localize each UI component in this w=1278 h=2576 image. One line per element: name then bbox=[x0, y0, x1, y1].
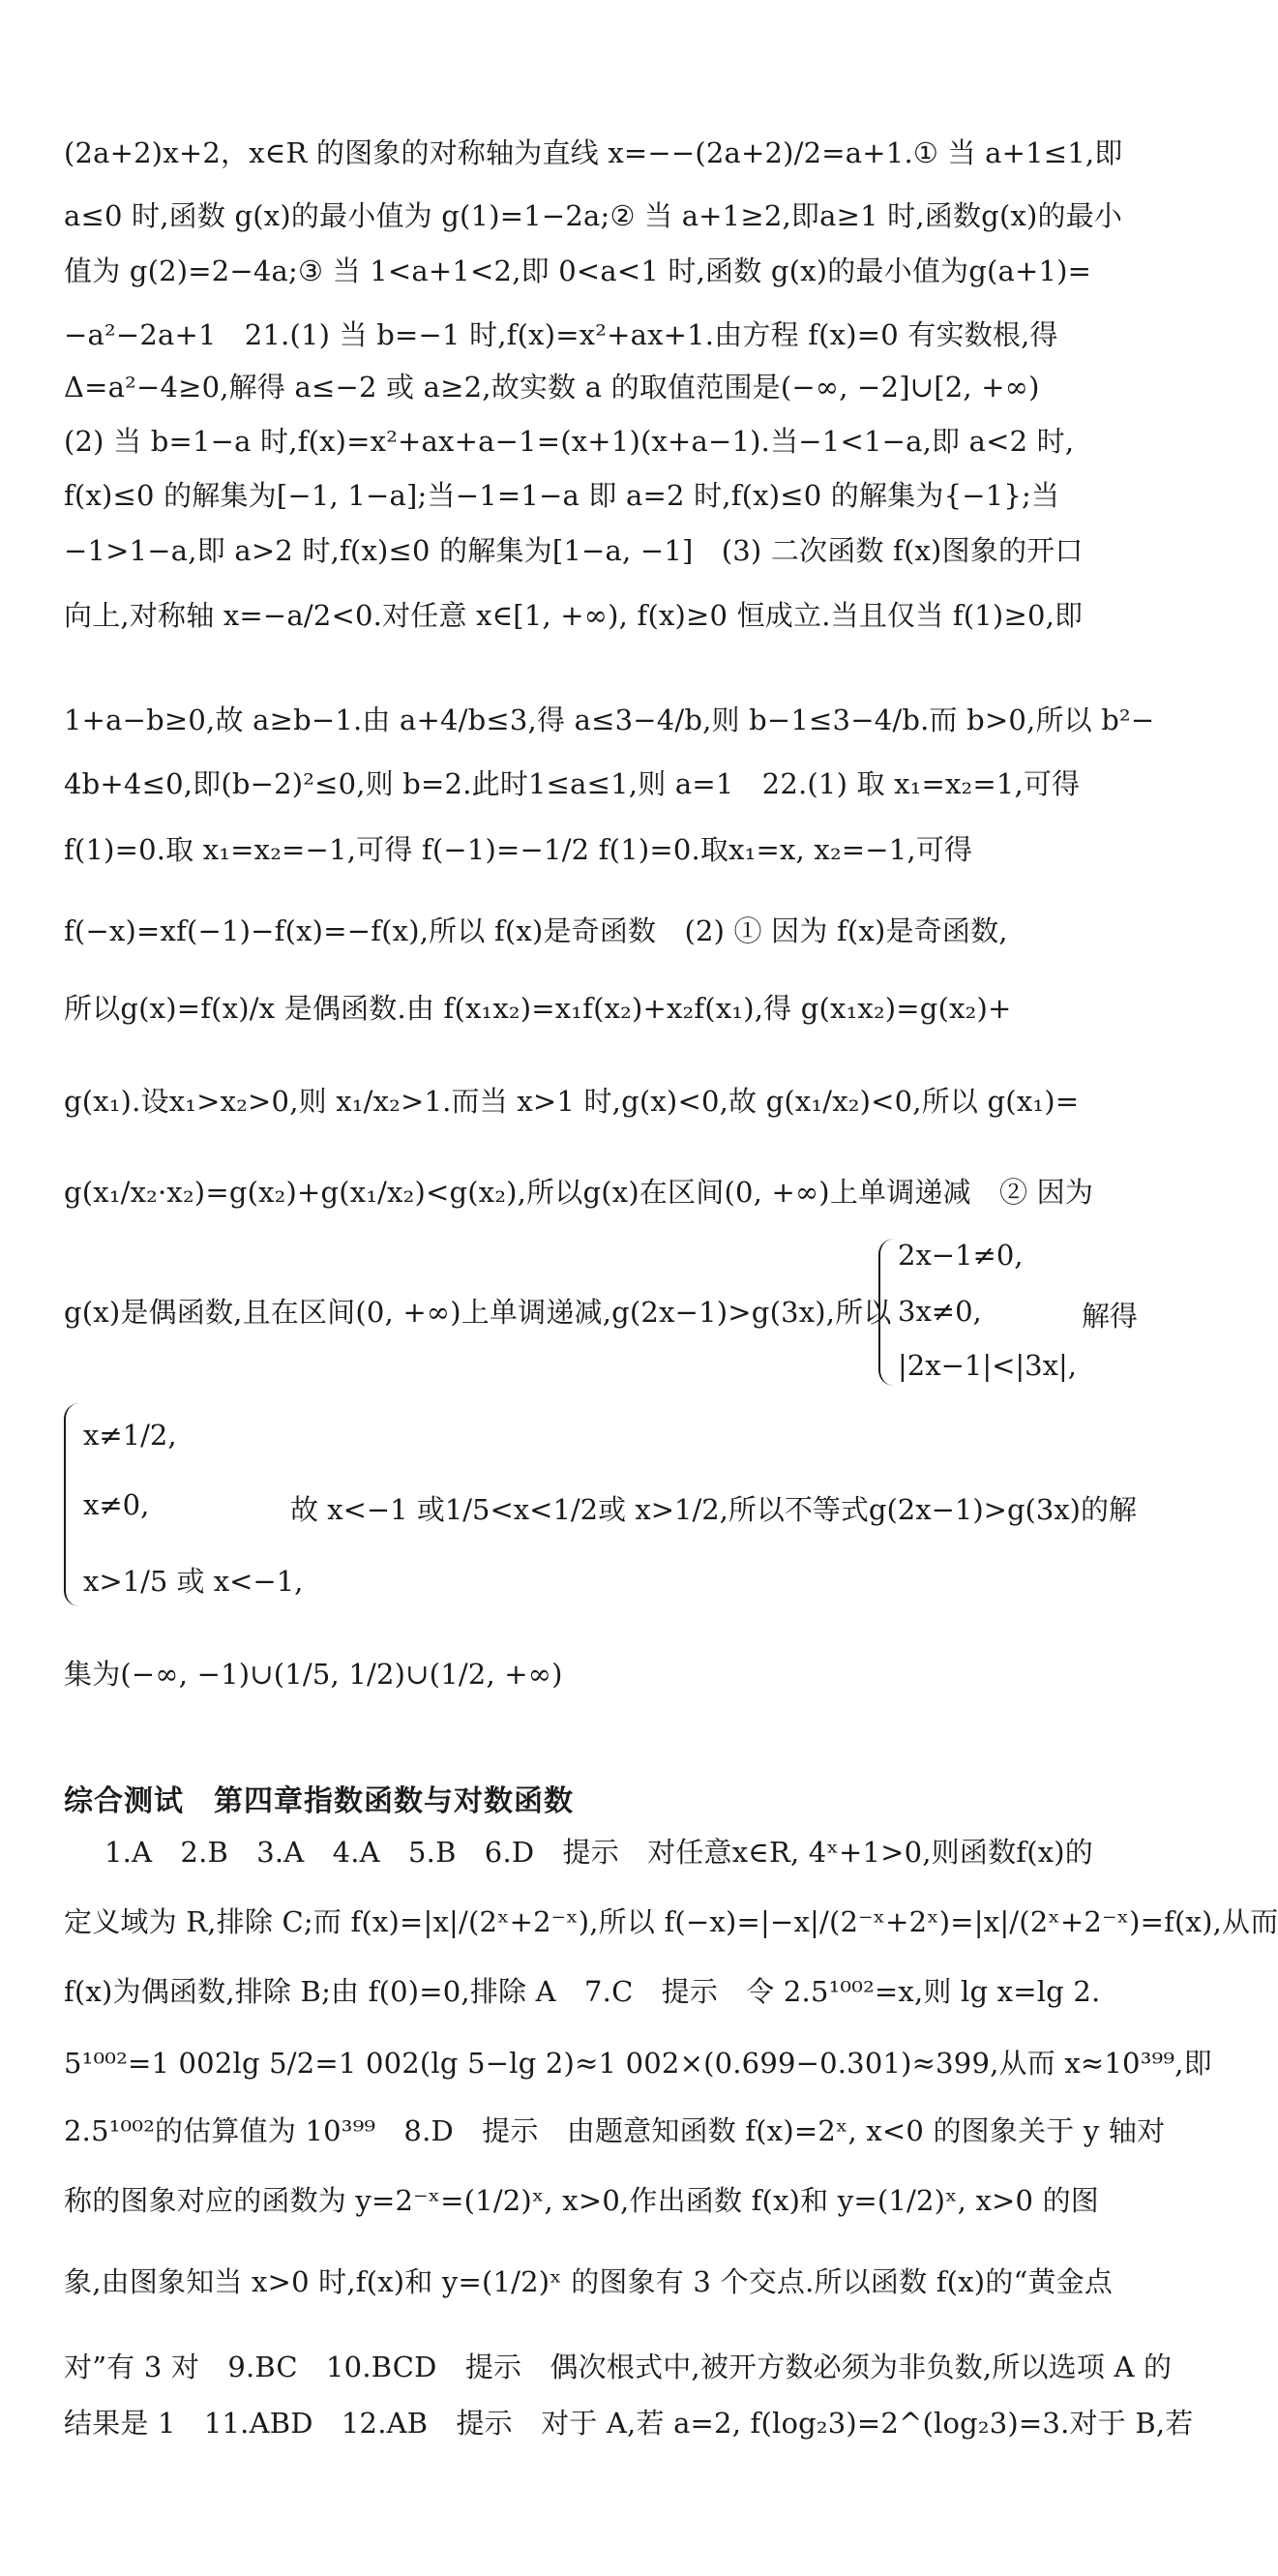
system-line: x≠1/2, bbox=[83, 1419, 177, 1452]
answer-line: f(x)为偶函数,排除 B;由 f(0)=0,排除 A 7.C 提示 令 2.5¹⁰⁰²=x,则 lg x=lg 2. bbox=[64, 1975, 1101, 2008]
text-line: 所以g(x)=f(x)/x 是偶函数.由 f(x₁x₂)=x₁f(x₂)+x₂f(x₁),得 g(x₁x₂)=g(x₂)+ bbox=[64, 992, 1012, 1025]
text-line: 4b+4≤0,即(b−2)²≤0,则 b=2.此时1≤a≤1,则 a=1 22.(1) 取 x₁=x₂=1,可得 bbox=[64, 767, 1081, 800]
text-line: g(x₁/x₂·x₂)=g(x₂)+g(x₁/x₂)<g(x₂),所以g(x)在区间(0, +∞)上单调递减 ② 因为 bbox=[64, 1176, 1094, 1209]
text-line: f(−x)=xf(−1)−f(x)=−f(x),所以 f(x)是奇函数 (2) ① 因为 f(x)是奇函数, bbox=[64, 914, 1008, 947]
text-line: a≤0 时,函数 g(x)的最小值为 g(1)=1−2a;② 当 a+1≥2,即a≥1 时,函数g(x)的最小 bbox=[64, 199, 1123, 232]
text-line: f(1)=0.取 x₁=x₂=−1,可得 f(−1)=−1/2 f(1)=0.取x₁=x, x₂=−1,可得 bbox=[64, 833, 973, 866]
system-line: 3x≠0, bbox=[898, 1295, 982, 1328]
text-line: 故 x<−1 或1/5<x<1/2或 x>1/2,所以不等式g(2x−1)>g(3x)的解 bbox=[290, 1493, 1137, 1526]
text-line: 解得 bbox=[1082, 1300, 1139, 1333]
answer-line: 5¹⁰⁰²=1 002lg 5/2=1 002(lg 5−lg 2)≈1 002×(0.699−0.301)≈399,从而 x≈10³⁹⁹,即 bbox=[64, 2047, 1212, 2080]
answer-line: 结果是 1 11.ABD 12.AB 提示 对于 A,若 a=2, f(log₂3)=2^(log₂3)=3.对于 B,若 bbox=[64, 2407, 1194, 2440]
text-line: 1+a−b≥0,故 a≥b−1.由 a+4/b≤3,得 a≤3−4/b,则 b−1≤3−4/b.而 b>0,所以 b²− bbox=[64, 704, 1155, 736]
system-line: x>1/5 或 x<−1, bbox=[83, 1565, 304, 1598]
system-line: 2x−1≠0, bbox=[898, 1239, 1024, 1272]
text-line: f(x)≤0 的解集为[−1, 1−a];当−1=1−a 即 a=2 时,f(x)≤0 的解集为{−1};当 bbox=[64, 479, 1060, 512]
text-line: (2) 当 b=1−a 时,f(x)=x²+ax+a−1=(x+1)(x+a−1).当−1<1−a,即 a<2 时, bbox=[64, 425, 1075, 458]
system-line: x≠0, bbox=[83, 1488, 150, 1521]
left-brace bbox=[878, 1239, 894, 1386]
answer-line: 对”有 3 对 9.BC 10.BCD 提示 偶次根式中,被开方数必须为非负数,所以选项 A 的 bbox=[64, 2351, 1173, 2383]
text-line: g(x)是偶函数,且在区间(0, +∞)上单调递减,g(2x−1)>g(3x),所以 bbox=[64, 1296, 892, 1329]
text-line: 集为(−∞, −1)∪(1/5, 1/2)∪(1/2, +∞) bbox=[64, 1658, 563, 1691]
text-line: −a²−2a+1 21.(1) 当 b=−1 时,f(x)=x²+ax+1.由方程 f(x)=0 有实数根,得 bbox=[64, 318, 1058, 351]
left-brace bbox=[64, 1403, 79, 1606]
text-line: 值为 g(2)=2−4a;③ 当 1<a+1<2,即 0<a<1 时,函数 g(x)的最小值为g(a+1)= bbox=[64, 255, 1092, 287]
section-heading: 综合测试 第四章指数函数与对数函数 bbox=[64, 1784, 574, 1818]
answer-line: 象,由图象知当 x>0 时,f(x)和 y=(1/2)ˣ 的图象有 3 个交点.所以函数 f(x)的“黄金点 bbox=[64, 2265, 1114, 2298]
answer-line: 2.5¹⁰⁰²的估算值为 10³⁹⁹ 8.D 提示 由题意知函数 f(x)=2ˣ, x<0 的图象关于 y 轴对 bbox=[64, 2114, 1166, 2147]
system-line: |2x−1|<|3x|, bbox=[898, 1349, 1077, 1382]
answer-line: 称的图象对应的函数为 y=2⁻ˣ=(1/2)ˣ, x>0,作出函数 f(x)和 y=(1/2)ˣ, x>0 的图 bbox=[64, 2184, 1099, 2217]
text-line: −1>1−a,即 a>2 时,f(x)≤0 的解集为[1−a, −1] (3) 二次函数 f(x)图象的开口 bbox=[64, 534, 1084, 567]
answer-line: 定义域为 R,排除 C;而 f(x)=|x|/(2ˣ+2⁻ˣ),所以 f(−x)=|−x|/(2⁻ˣ+2ˣ)=|x|/(2ˣ+2⁻ˣ)=f(x),从而 bbox=[64, 1905, 1278, 1938]
text-line: (2a+2)x+2，x∈R 的图象的对称轴为直线 x=−−(2a+2)/2=a+1.① 当 a+1≤1,即 bbox=[64, 136, 1123, 169]
text-line: g(x₁).设x₁>x₂>0,则 x₁/x₂>1.而当 x>1 时,g(x)<0,故 g(x₁/x₂)<0,所以 g(x₁)= bbox=[64, 1085, 1080, 1118]
text-line: 向上,对称轴 x=−a/2<0.对任意 x∈[1, +∞), f(x)≥0 恒成立.当且仅当 f(1)≥0,即 bbox=[64, 599, 1084, 632]
text-line: Δ=a²−4≥0,解得 a≤−2 或 a≥2,故实数 a 的取值范围是(−∞, −2]∪[2, +∞) bbox=[64, 371, 1040, 404]
answer-line: 1.A 2.B 3.A 4.A 5.B 6.D 提示 对任意x∈R, 4ˣ+1>0,则函数f(x)的 bbox=[104, 1836, 1093, 1869]
